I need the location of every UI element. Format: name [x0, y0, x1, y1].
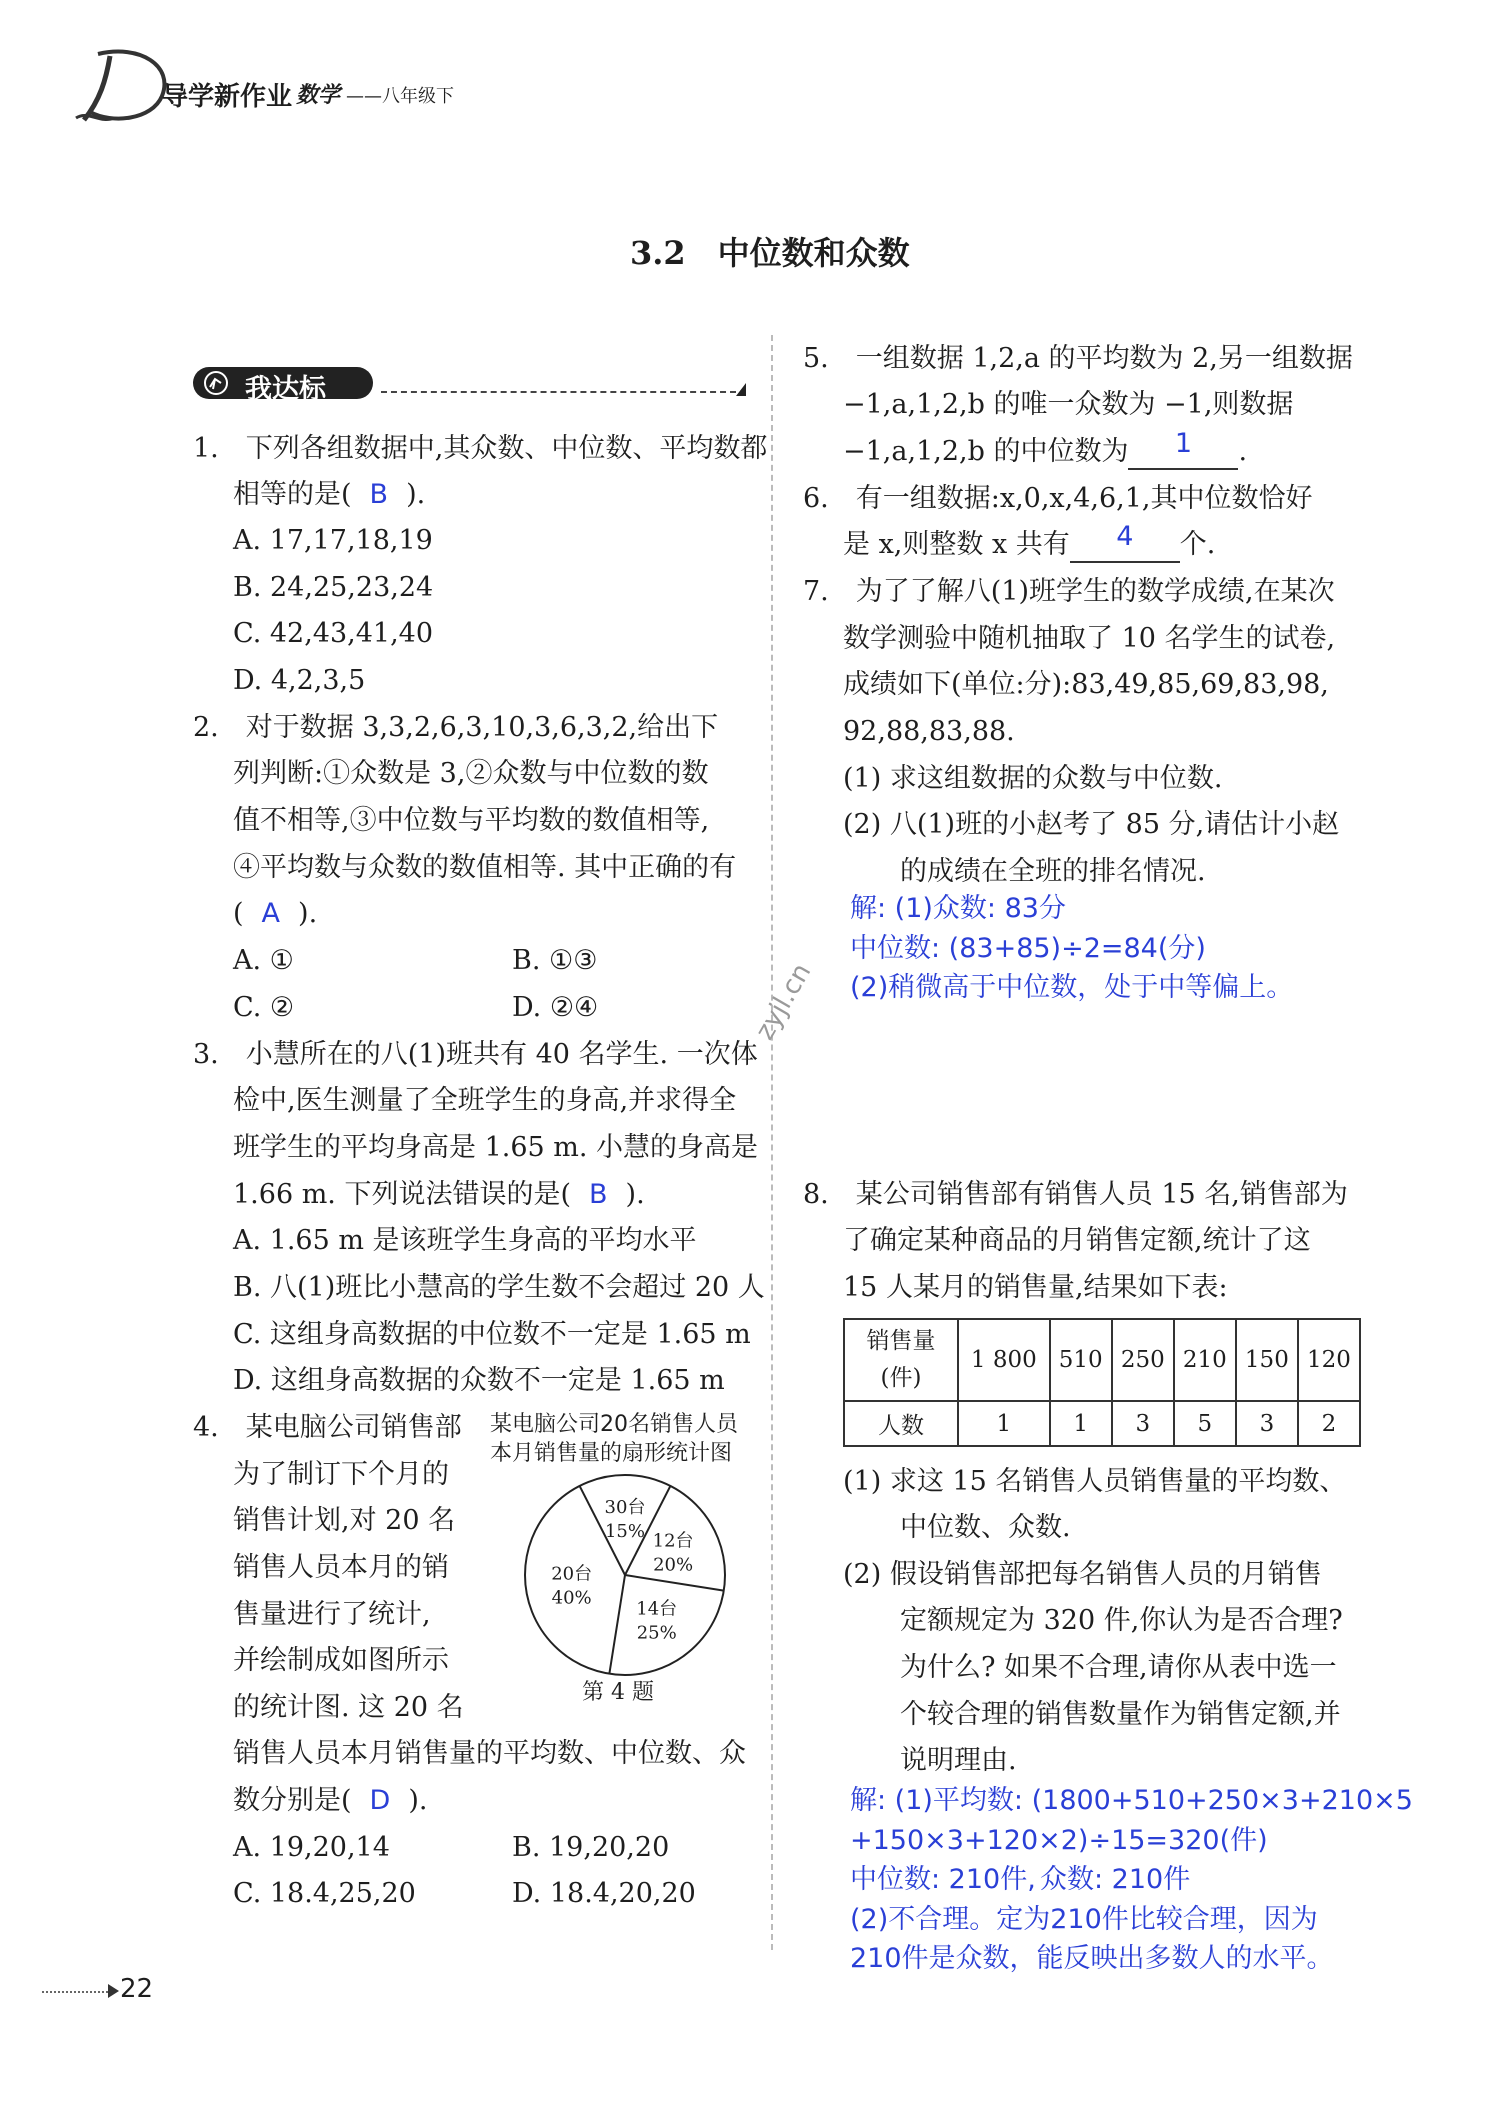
- q1-option-a: A. 17,17,18,19: [233, 525, 433, 556]
- q8-sub2a: (2) 假设销售部把每名销售人员的月销售: [843, 1559, 1322, 1590]
- pie-slice-label: 12台: [652, 1530, 694, 1552]
- q7-line2: 数学测验中随机抽取了 10 名学生的试卷,: [843, 623, 1336, 654]
- pie-slice-percent: 15%: [604, 1521, 646, 1542]
- section-banner: [193, 365, 753, 405]
- q1-option-c: C. 42,43,41,40: [233, 618, 434, 649]
- q4-line4: 销售人员本月的销: [233, 1552, 449, 1583]
- table-header-count: 人数: [844, 1401, 958, 1446]
- banner-label: 我达标: [245, 374, 326, 405]
- q7-line4: 92,88,83,88.: [843, 716, 1015, 747]
- pie-chart: [515, 1465, 735, 1685]
- page-number: 22: [120, 1974, 154, 2004]
- table-cell: 510: [1050, 1319, 1112, 1401]
- q3-line3: 班学生的平均身高是 1.65 m. 小慧的身高是: [233, 1132, 759, 1163]
- q7-solution-2: 中位数: (83+85)÷2=84(分): [850, 933, 1206, 964]
- runner-icon: [201, 370, 231, 396]
- q3-option-c: C. 这组身高数据的中位数不一定是 1.65 m: [233, 1319, 751, 1350]
- q8-line1: 8. 某公司销售部有销售人员 15 名,销售部为: [803, 1179, 1348, 1210]
- q8-sub2d: 个较合理的销售数量作为销售定额,并: [900, 1699, 1341, 1730]
- q4-line1: 4. 某电脑公司销售部: [193, 1412, 462, 1443]
- pie-chart-title-2: 本月销售量的扇形统计图: [490, 1441, 733, 1466]
- q7-solution-3: (2)稍微高于中位数，处于中等偏上。: [850, 972, 1294, 1003]
- q4-line7: 的统计图. 这 20 名: [233, 1692, 464, 1723]
- banner-arrow-icon: [736, 383, 748, 397]
- watermark: zyjl.cn: [750, 958, 818, 1045]
- table-cell: 5: [1174, 1401, 1236, 1446]
- pie-chart-title-1: 某电脑公司20名销售人员: [490, 1412, 738, 1437]
- q1-answer: B: [369, 479, 389, 510]
- table-row: [844, 1319, 1360, 1401]
- table-cell: 250: [1112, 1319, 1174, 1401]
- q2-option-a: A. ①: [233, 945, 294, 976]
- q1-line1: 1. 下列各组数据中,其众数、中位数、平均数都: [193, 433, 768, 464]
- q8-line3: 15 人某月的销售量,结果如下表:: [843, 1272, 1228, 1303]
- q4-line8: 销售人员本月销售量的平均数、中位数、众: [233, 1738, 746, 1769]
- q7-line1: 7. 为了了解八(1)班学生的数学成绩,在某次: [803, 576, 1335, 607]
- q2-line4: ④平均数与众数的数值相等. 其中正确的有: [233, 852, 737, 883]
- q2-option-c: C. ②: [233, 992, 295, 1023]
- q8-solution-3a: 中位数: 210件,: [850, 1864, 1036, 1895]
- q4-line6: 并绘制成如图所示: [233, 1645, 449, 1676]
- q5-line1: 5. 一组数据 1,2,a 的平均数为 2,另一组数据: [803, 343, 1353, 374]
- q2-option-d: D. ②④: [512, 992, 599, 1023]
- arrow-right-icon: [108, 1984, 120, 1998]
- q3-line4: 1.66 m. 下列说法错误的是( B ).: [233, 1179, 645, 1210]
- q7-sub2a: (2) 八(1)班的小赵考了 85 分,请估计小赵: [843, 809, 1340, 840]
- q8-solution-4: (2)不合理。定为210件比较合理，因为: [850, 1904, 1318, 1935]
- header-grade: ——八年级下: [346, 86, 454, 107]
- q2-line3: 值不相等,③中位数与平均数的数值相等,: [233, 805, 710, 836]
- pie-slice-label: 30台: [604, 1497, 646, 1518]
- section-title: 3.2 中位数和众数: [630, 234, 910, 272]
- header-book-title: 导学新作业: [162, 82, 293, 112]
- pie-slice-percent: 20%: [653, 1554, 694, 1576]
- pie-slice-label: 14台: [636, 1598, 678, 1620]
- q8-solution-1: 解: (1)平均数: (1800+510+250×3+210×5: [850, 1785, 1413, 1816]
- table-cell: 210: [1174, 1319, 1236, 1401]
- q8-solution-3b: 众数: 210件: [1040, 1864, 1191, 1895]
- pie-slice-percent: 40%: [551, 1587, 592, 1609]
- q5-line2: −1,a,1,2,b 的唯一众数为 −1,则数据: [843, 389, 1294, 420]
- q5-line3: −1,a,1,2,b 的中位数为 1 .: [843, 436, 1247, 470]
- table-cell: 1: [958, 1401, 1050, 1446]
- q6-line1: 6. 有一组数据:x,0,x,4,6,1,其中位数恰好: [803, 483, 1313, 514]
- q8-sub1b: 中位数、众数.: [900, 1512, 1071, 1543]
- table-cell: 3: [1112, 1401, 1174, 1446]
- q5-answer: 1: [1174, 428, 1193, 459]
- page-header: [70, 40, 550, 130]
- page-number-arrow: [42, 1991, 112, 1993]
- table-header-sales: 销售量 (件): [844, 1319, 958, 1401]
- q8-sub1a: (1) 求这 15 名销售人员销售量的平均数、: [843, 1466, 1347, 1497]
- q8-solution-5: 210件是众数，能反映出多数人的水平。: [850, 1943, 1334, 1974]
- table-cell: 1 800: [958, 1319, 1050, 1401]
- table-cell: 1: [1050, 1401, 1112, 1446]
- banner-rule: [381, 391, 736, 393]
- q3-line1: 3. 小慧所在的八(1)班共有 40 名学生. 一次体: [193, 1039, 758, 1070]
- q1-line2: 相等的是( B ).: [233, 479, 426, 510]
- q6-answer-blank: [1070, 521, 1180, 563]
- q6-line2: 是 x,则整数 x 共有 4 个.: [843, 529, 1215, 563]
- q3-line2: 检中,医生测量了全班学生的身高,并求得全: [233, 1085, 737, 1116]
- q5-answer-blank: [1128, 428, 1238, 470]
- q4-line9: 数分别是( D ).: [233, 1785, 428, 1816]
- q8-sub2b: 定额规定为 320 件,你认为是否合理?: [900, 1605, 1343, 1636]
- pie-slice-boundary: [609, 1575, 625, 1674]
- q4-line5: 售量进行了统计,: [233, 1599, 431, 1630]
- q3-option-d: D. 这组身高数据的众数不一定是 1.65 m: [233, 1365, 725, 1396]
- header-subject: 数学: [296, 83, 341, 108]
- q2-answer: A: [261, 898, 281, 929]
- q4-answer: D: [369, 1785, 391, 1816]
- q3-answer: B: [589, 1179, 608, 1210]
- q4-option-a: A. 19,20,14: [233, 1832, 390, 1863]
- q3-option-a: A. 1.65 m 是该班学生身高的平均水平: [233, 1225, 697, 1256]
- table-cell: 3: [1236, 1401, 1298, 1446]
- table-cell: 2: [1298, 1401, 1360, 1446]
- q7-solution-1: 解: (1)众数: 83分: [850, 893, 1066, 924]
- q8-sub2c: 为什么? 如果不合理,请你从表中选一: [900, 1652, 1337, 1683]
- pie-slice-percent: 25%: [636, 1622, 677, 1644]
- sales-table: [843, 1318, 1361, 1447]
- q6-answer: 4: [1116, 521, 1134, 552]
- q4-option-c: C. 18.4,25,20: [233, 1878, 416, 1909]
- q2-line5: ( A ).: [233, 898, 318, 929]
- q1-option-d: D. 4,2,3,5: [233, 665, 366, 696]
- table-cell: 120: [1298, 1319, 1360, 1401]
- q4-line3: 销售计划,对 20 名: [233, 1505, 456, 1536]
- q1-option-b: B. 24,25,23,24: [233, 572, 434, 603]
- q3-option-b: B. 八(1)班比小慧高的学生数不会超过 20 人: [233, 1272, 765, 1303]
- q4-line2: 为了制订下个月的: [233, 1459, 449, 1490]
- q2-option-b: B. ①③: [512, 945, 598, 976]
- q7-sub2b: 的成绩在全班的排名情况.: [900, 856, 1206, 887]
- table-row: [844, 1401, 1360, 1446]
- q8-sub2e: 说明理由.: [900, 1745, 1017, 1776]
- column-divider: [771, 335, 773, 1950]
- q8-solution-2: +150×3+120×2)÷15=320(件): [850, 1825, 1268, 1856]
- pie-chart-caption: 第 4 题: [582, 1680, 654, 1705]
- q2-line1: 2. 对于数据 3,3,2,6,3,10,3,6,3,2,给出下: [193, 712, 719, 743]
- q7-sub1: (1) 求这组数据的众数与中位数.: [843, 763, 1223, 794]
- pie-slice-boundary: [625, 1575, 724, 1591]
- table-cell: 150: [1236, 1319, 1298, 1401]
- q8-line2: 了确定某种商品的月销售定额,统计了这: [843, 1225, 1311, 1256]
- q4-option-d: D. 18.4,20,20: [512, 1878, 696, 1909]
- q4-option-b: B. 19,20,20: [512, 1832, 670, 1863]
- pie-slice-label: 20台: [551, 1563, 593, 1585]
- q7-line3: 成绩如下(单位:分):83,49,85,69,83,98,: [843, 669, 1329, 700]
- q2-line2: 列判断:①众数是 3,②众数与中位数的数: [233, 758, 709, 789]
